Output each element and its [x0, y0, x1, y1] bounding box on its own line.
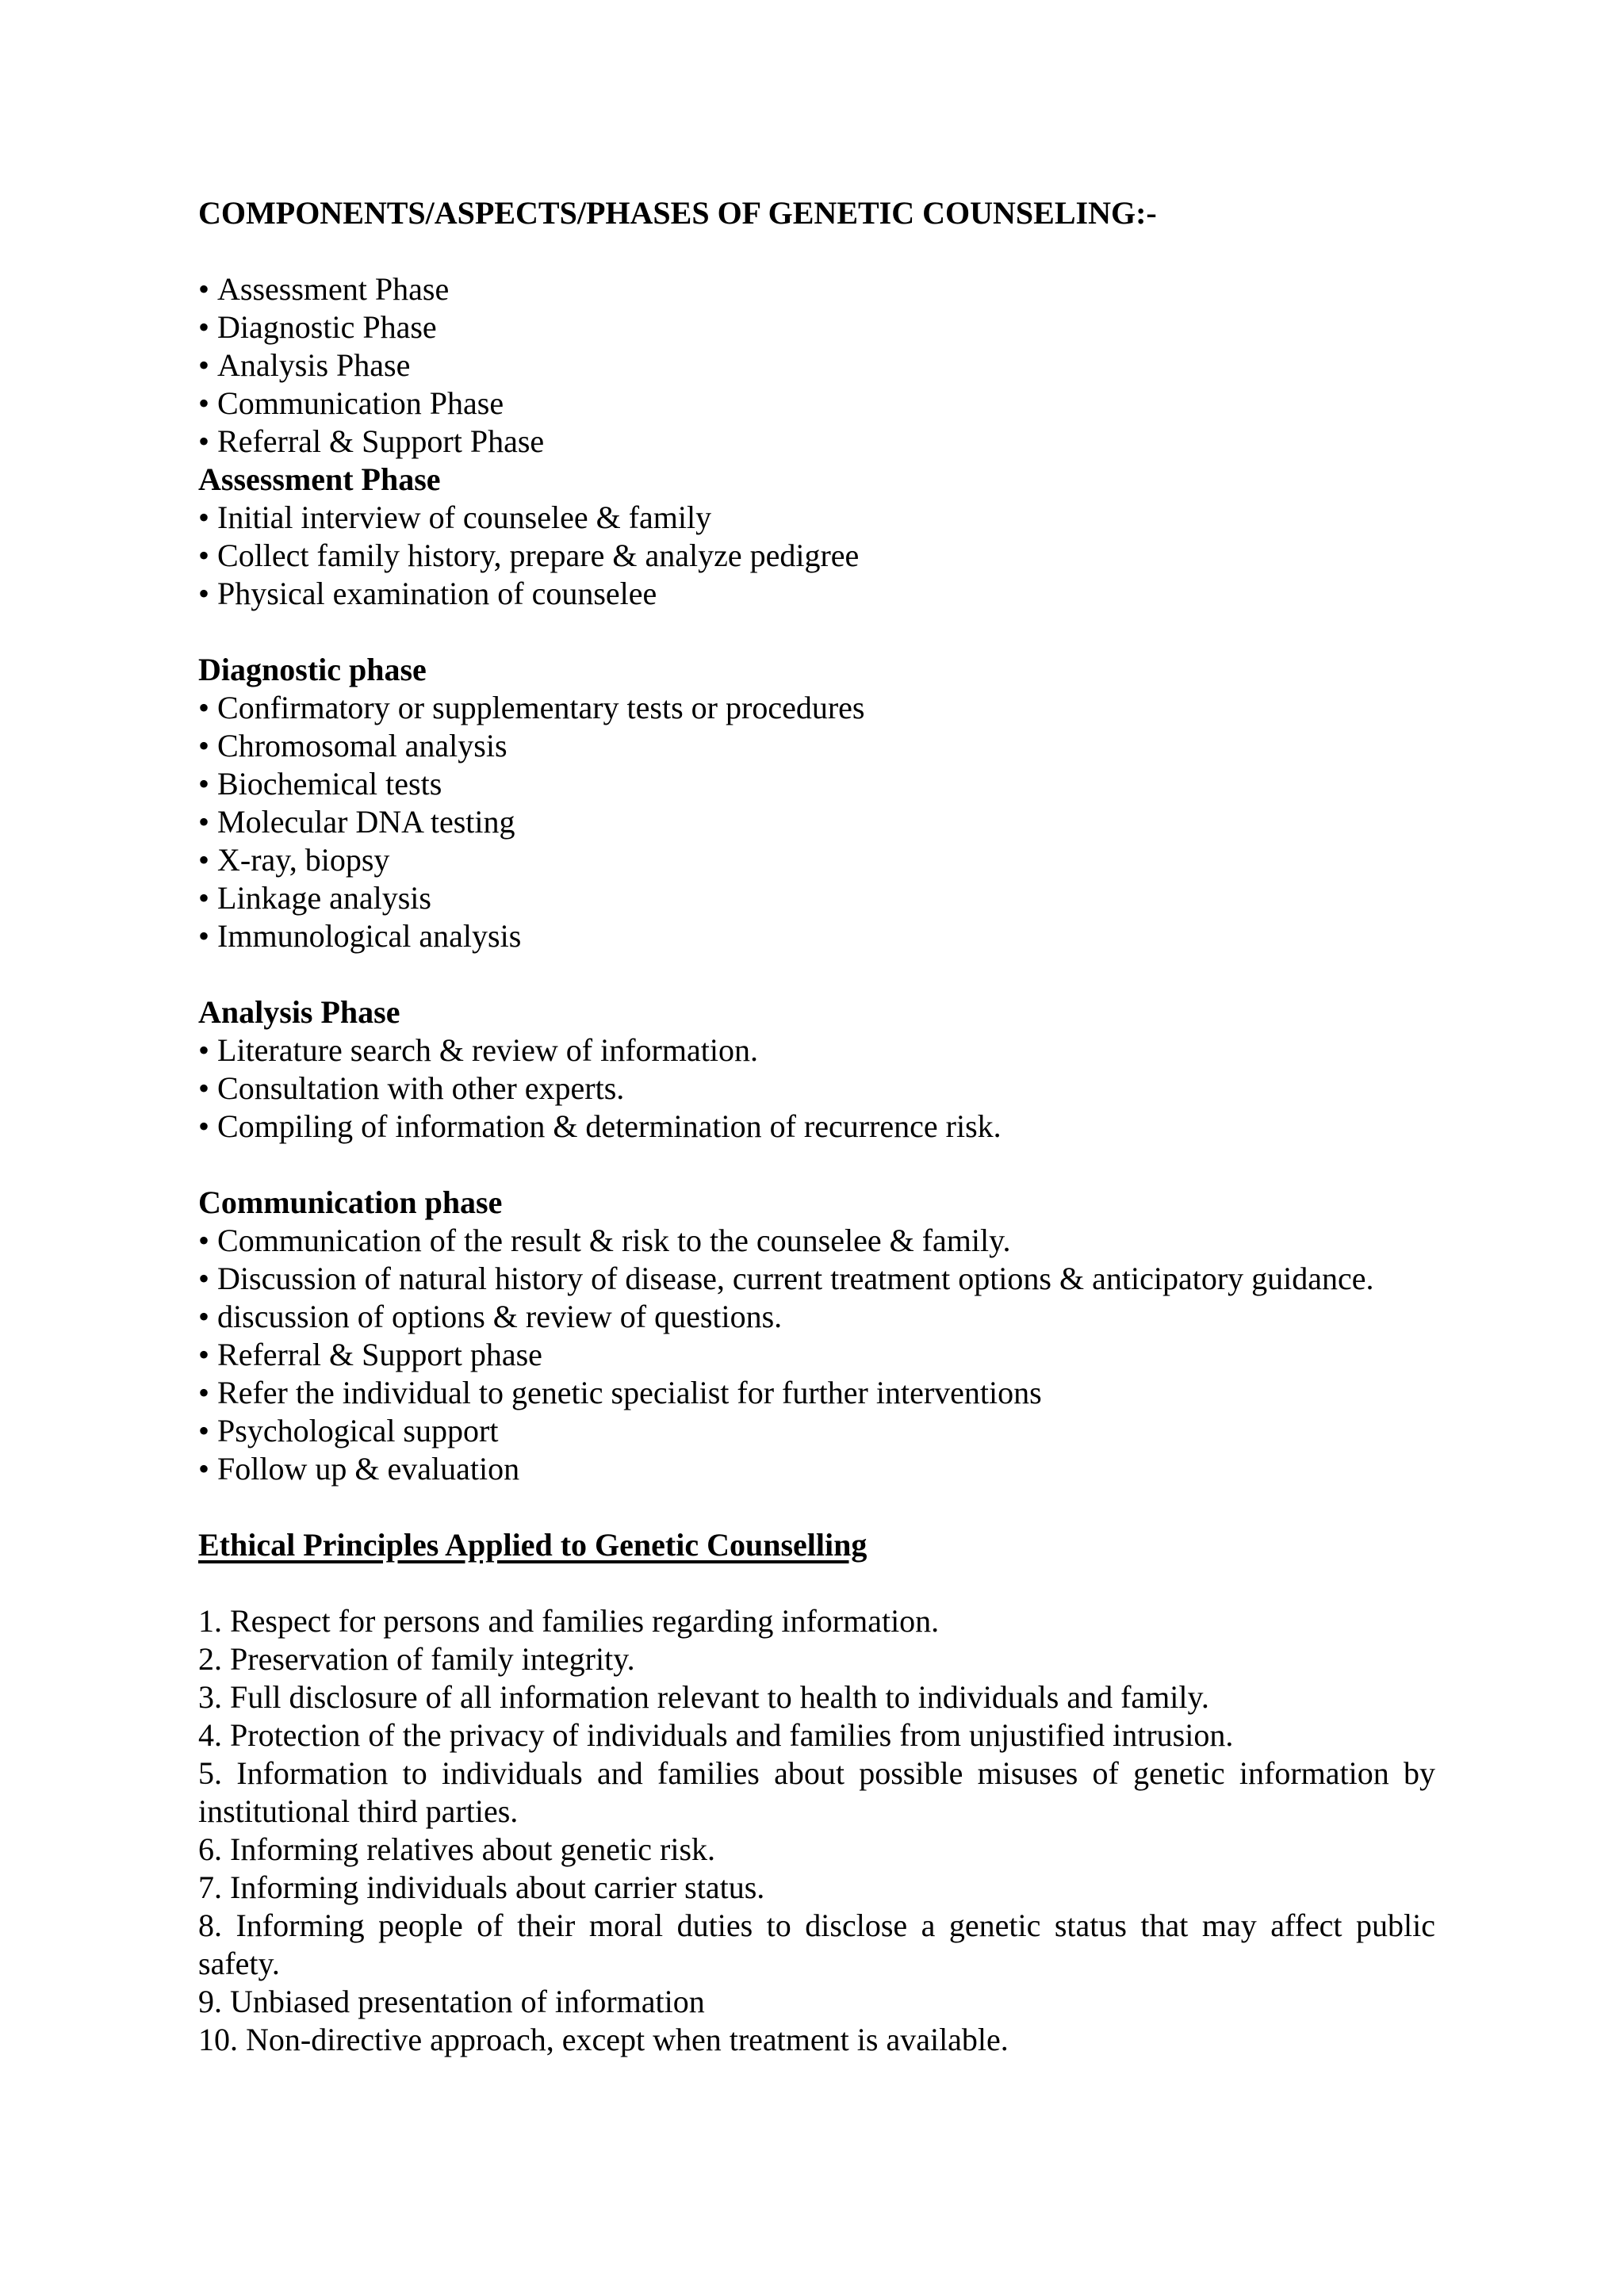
list-item: • Discussion of natural history of disease, current treatment options & anticipatory guidance. — [198, 1260, 1435, 1298]
principle-item: 4. Protection of the privacy of individuals and families from unjustified intrusion. — [198, 1717, 1234, 1753]
list-item: • Linkage analysis — [198, 879, 1435, 917]
list-item: • Collect family history, prepare & analyze pedigree — [198, 537, 1435, 575]
list-item: • discussion of options & review of questions. — [198, 1298, 1435, 1336]
list-item: • Refer the individual to genetic specialist for further interventions — [198, 1374, 1435, 1412]
list-item: • Follow up & evaluation — [198, 1450, 1435, 1488]
ethics-principles-list — [198, 1602, 1435, 2059]
principle-item: 5. Information to individuals and families about possible misuses of genetic information by institutional third parties. — [198, 1755, 1435, 1829]
list-item: • Diagnostic Phase — [198, 308, 1435, 346]
list-item: • Physical examination of counselee — [198, 575, 1435, 613]
section-heading: Analysis Phase — [198, 994, 400, 1030]
list-item: • Literature search & review of information. — [198, 1031, 1435, 1070]
principle-item: 6. Informing relatives about genetic risk. — [198, 1831, 716, 1867]
overview-list — [198, 270, 1435, 461]
list-item: • Immunological analysis — [198, 917, 1435, 955]
ethics-heading: Ethical Principles Applied to Genetic Counselling — [198, 1527, 868, 1563]
principle-item: 8. Informing people of their moral duties to disclose a genetic status that may affect public safety. — [198, 1908, 1435, 1981]
section-heading: Communication phase — [198, 1184, 503, 1220]
assessment-section — [198, 461, 1435, 613]
list-item: • Referral & Support phase — [198, 1336, 1435, 1374]
communication-section — [198, 1184, 1435, 1488]
principle-item: 1. Respect for persons and families regarding information. — [198, 1603, 940, 1639]
list-item: • X-ray, biopsy — [198, 841, 1435, 879]
list-item: • Molecular DNA testing — [198, 803, 1435, 841]
list-item: • Communication of the result & risk to the counselee & family. — [198, 1222, 1435, 1260]
section-heading: Diagnostic phase — [198, 652, 427, 687]
principle-item: 9. Unbiased presentation of information — [198, 1984, 705, 2019]
page-title: COMPONENTS/ASPECTS/PHASES OF GENETIC COUNSELING:- — [198, 195, 1157, 231]
analysis-section — [198, 993, 1435, 1146]
list-item: • Assessment Phase — [198, 270, 1435, 308]
list-item: • Biochemical tests — [198, 765, 1435, 803]
document-page — [198, 194, 1435, 2059]
analysis-list — [198, 1031, 1435, 1146]
list-item: • Chromosomal analysis — [198, 727, 1435, 765]
communication-list — [198, 1222, 1435, 1488]
diagnostic-section — [198, 651, 1435, 955]
list-item: • Analysis Phase — [198, 346, 1435, 385]
assessment-list — [198, 499, 1435, 613]
list-item: • Consultation with other experts. — [198, 1070, 1435, 1108]
principle-item: 2. Preservation of family integrity. — [198, 1641, 635, 1677]
list-item: • Communication Phase — [198, 385, 1435, 423]
list-item: • Psychological support — [198, 1412, 1435, 1450]
list-item: • Compiling of information & determination of recurrence risk. — [198, 1108, 1435, 1146]
section-heading: Assessment Phase — [198, 461, 441, 497]
list-item: • Referral & Support Phase — [198, 423, 1435, 461]
list-item: • Initial interview of counselee & family — [198, 499, 1435, 537]
principle-item: 7. Informing individuals about carrier status. — [198, 1869, 765, 1905]
diagnostic-list — [198, 689, 1435, 955]
principle-item: 3. Full disclosure of all information relevant to health to individuals and family. — [198, 1679, 1209, 1715]
principle-item: 10. Non-directive approach, except when treatment is available. — [198, 2022, 1009, 2057]
list-item: • Confirmatory or supplementary tests or procedures — [198, 689, 1435, 727]
